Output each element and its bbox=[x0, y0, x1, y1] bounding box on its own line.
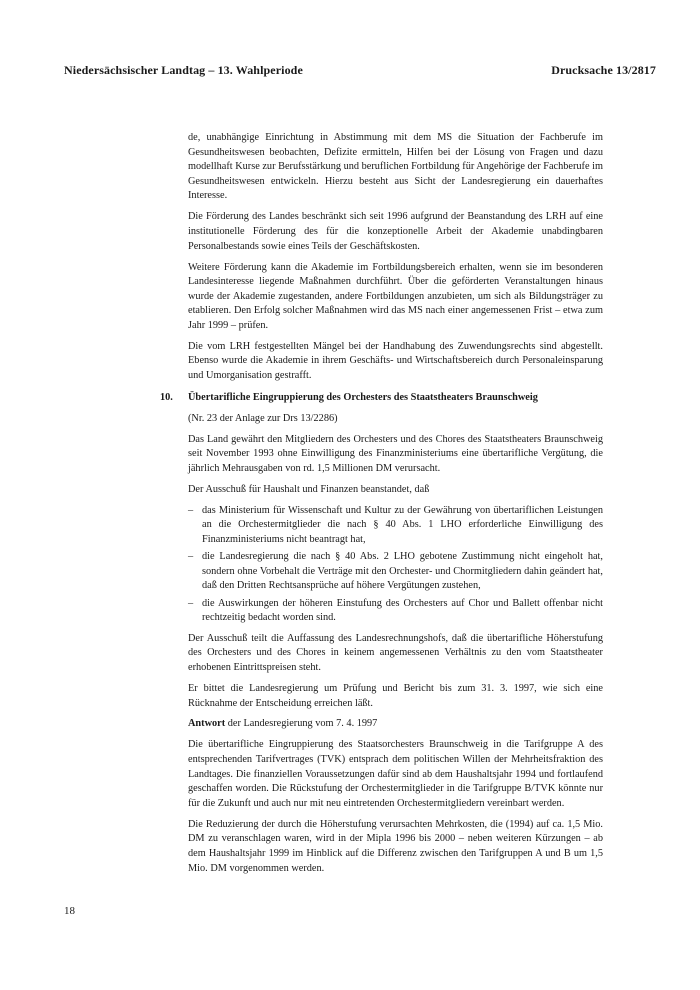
section-title: Übertarifliche Eingruppierung des Orchesters des Staatstheaters Braunschweig bbox=[188, 391, 538, 403]
page-number: 18 bbox=[64, 905, 75, 917]
paragraph: Weitere Förderung kann die Akademie im Fortbildungsbereich erhalten, wenn sie im besonderen Landesinteresse liegende Maßnahmen durchführt. Über die geförderten Veranstaltungen hinaus wurde der Akademie zugestanden, andere Fortbildungen anzubieten, um sich als Bildungsträger zu etablieren. Den Erfolg solcher Maßnahmen wird das MS nach einer angemessenen Frist – etwa zum Jahr 1999 – prüfen. bbox=[188, 261, 603, 331]
paragraph: Die übertarifliche Eingruppierung des Staatsorchesters Braunschweig in die Tarifgruppe A des entsprechenden Tarifvertrages (TVK) entsprach dem politischen Willen der Mehrheitsfraktion des Landtages. Die finanziellen Voraussetzungen dafür sind ab dem Haushaltsjahr 1994 und fortlaufend geschaffen worden. Die Rückstufung der Orchestermitglieder in die Tarifgruppe B/TVK könnte nur für die Zukunft und auch nur mit neu eintretenden Orchestermitgliedern vereinbart werden. bbox=[188, 739, 603, 809]
answer-label: Antwort bbox=[188, 718, 226, 730]
list-item: – die Auswirkungen der höheren Einstufung des Orchesters auf Chor und Ballett offenbar nicht rechtzeitig bedacht worden sind. bbox=[188, 597, 603, 626]
paragraph: Die Reduzierung der durch die Höherstufung verursachten Mehrkosten, die (1994) auf ca. 1,5 Mio. DM zu veranschlagen waren, wird in der Mipla 1996 bis 2000 – neben weiteren Kürzungen – ab dem Haushaltsjahr 1999 im Hinblick auf die Differenz zwischen den Tarifgruppen A und B um 1,5 Mio. DM vorgenommen werden. bbox=[188, 818, 603, 874]
paragraph: Die vom LRH festgestellten Mängel bei der Handhabung des Zuwendungsrechts sind abgestellt. Ebenso wurde die Akademie in ihrem Geschäfts- und Wirtschaftsbereich durch Personaleinsparung und Umorganisation gestrafft. bbox=[188, 340, 603, 382]
paragraph: Das Land gewährt den Mitgliedern des Orchesters und des Chores des Staatstheaters Braunschweig seit November 1993 ohne Einwilligung des Finanzministeriums eine übertarifliche Vergütung, die jährlich Mehrausgaben von rd. 1,5 Millionen DM verursacht. bbox=[188, 433, 603, 474]
paragraph: de, unabhängige Einrichtung in Abstimmung mit dem MS die Situation der Fachberufe im Gesundheitswesen beobachten, Defizite ermitteln, Hilfen bei der Lösung von Fragen und dazu modellhaft Kurse zur Berufsstärkung und beruflichen Fortbildung für Angehörige der Fachberufe im Gesundheitswesen entwickeln. Hierzu besteht aus Sicht der Landesregierung ein dauerhaftes Interesse. bbox=[188, 132, 603, 202]
header-doc-number: Drucksache 13/2817 bbox=[551, 63, 656, 77]
section-10 bbox=[160, 391, 603, 877]
answer-date: der Landesregierung vom 7. 4. 1997 bbox=[225, 718, 378, 730]
bullet-list bbox=[188, 504, 603, 626]
list-item: – die Landesregierung die nach § 40 Abs. 2 LHO gebotene Zustimmung nicht eingeholt hat, sondern ohne Vorbehalt die Verträge mit den Orchester- und Chormitgliedern dahin geändert hat, daß den Dritten Rechtsansprüche auf höhere Vergütungen zustehen, bbox=[188, 550, 603, 594]
paragraph: Die Förderung des Landes beschränkt sich seit 1996 aufgrund der Beanstandung des LRH auf eine institutionelle Förderung des für die konzeptionelle Arbeit der Akademie unabdingbaren Personalbestands sowie eines Teils der Geschäftskosten. bbox=[188, 211, 603, 252]
section-reference: (Nr. 23 der Anlage zur Drs 13/2286) bbox=[188, 412, 338, 424]
list-item: – das Ministerium für Wissenschaft und Kultur zu der Gewährung von übertariflichen Leistungen an die Orchestermitglieder die nach § 40 Abs. 1 LHO erforderliche Einwilligung des Finanzministeriums nicht beantragt hat, bbox=[188, 504, 603, 548]
answer-heading bbox=[188, 717, 603, 732]
page-body bbox=[160, 131, 603, 883]
section-number: 10. bbox=[160, 391, 173, 403]
header-left: Niedersächsischer Landtag – 13. Wahlperiode bbox=[64, 63, 303, 77]
paragraph: Der Ausschuß teilt die Auffassung des Landesrechnungshofs, daß die übertarifliche Höherstufung des Orchesters und des Chores in keinem angemessenen Verhältnis zu den vom Staatstheater erhobenen Eintrittspreisen steht. bbox=[188, 632, 603, 673]
paragraph: Er bittet die Landesregierung um Prüfung und Bericht bis zum 31. 3. 1997, wie sich eine Rücknahme der Entscheidung erreichen läßt. bbox=[188, 682, 603, 709]
page-header bbox=[64, 63, 656, 78]
paragraph: Der Ausschuß für Haushalt und Finanzen beanstandet, daß bbox=[188, 483, 430, 495]
